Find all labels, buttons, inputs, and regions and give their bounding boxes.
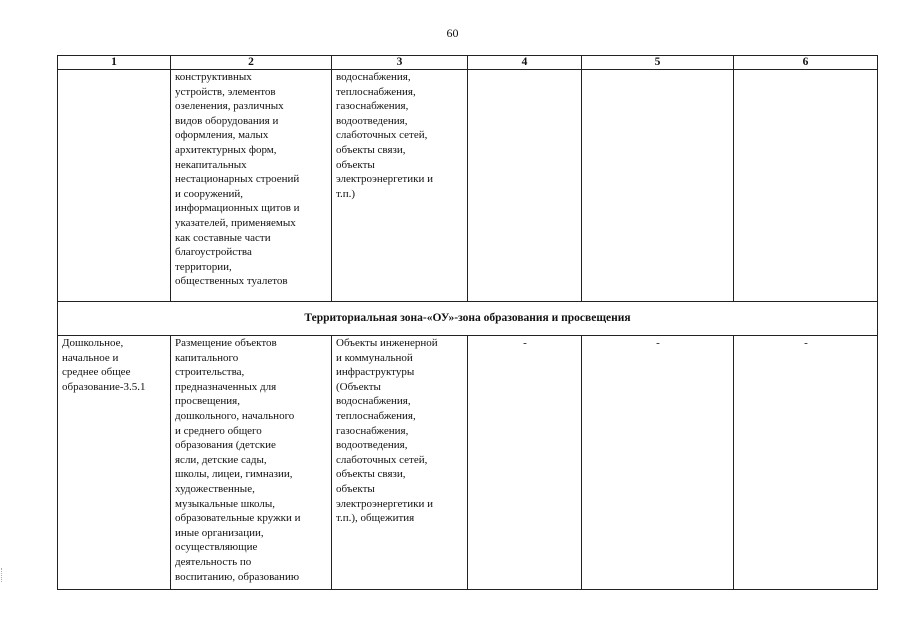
zone-heading: Территориальная зона-«ОУ»-зона образования и просвещения: [58, 302, 878, 336]
cell-col4: -: [468, 336, 582, 590]
cell-use-type: [58, 70, 171, 302]
cell-description: Размещение объектов капитального строительства, предназначенных для просвещения, дошкольного, начального и среднего общего образования (детские ясли, детские сады, школы, лицеи, гимназии, художественные, музыкальные школы, образовательные кружки и иные организации, осуществляющие деятельность по воспитанию, образованию: [171, 336, 332, 590]
cell-auxiliary-uses: Объекты инженерной и коммунальной инфраструктуры (Объекты водоснабжения, теплоснабжения, газоснабжения, водоотведения, слаботочных сетей, объекты связи, объекты электроэнергетики и т.п.), общежития: [332, 336, 468, 590]
cell-col4: [468, 70, 582, 302]
column-header-4: 4: [468, 56, 582, 70]
column-header-6: 6: [734, 56, 878, 70]
cell-description: конструктивных устройств, элементов озеленения, различных видов оборудования и оформления, малых архитектурных форм, некапитальных нестационарных строений и сооружений, информационных щитов и указателей, применяемых как составные части благоустройства территории, общественных туалетов: [171, 70, 332, 302]
cell-use-type: Дошкольное, начальное и среднее общее образование-3.5.1: [58, 336, 171, 590]
column-header-2: 2: [171, 56, 332, 70]
cell-auxiliary-uses: водоснабжения, теплоснабжения, газоснабжения, водоотведения, слаботочных сетей, объекты связи, объекты электроэнергетики и т.п.): [332, 70, 468, 302]
cell-col5: [582, 70, 734, 302]
table-row-continuation: [58, 70, 878, 302]
regulations-table: [57, 55, 878, 590]
table-row: [58, 336, 878, 590]
scan-mark: [1, 568, 7, 582]
zone-heading-row: [58, 302, 878, 336]
cell-col6: [734, 70, 878, 302]
column-header-1: 1: [58, 56, 171, 70]
page-number: 60: [446, 26, 459, 40]
header-row: [58, 56, 878, 70]
cell-col6: -: [734, 336, 878, 590]
column-header-5: 5: [582, 56, 734, 70]
column-header-3: 3: [332, 56, 468, 70]
cell-col5: -: [582, 336, 734, 590]
